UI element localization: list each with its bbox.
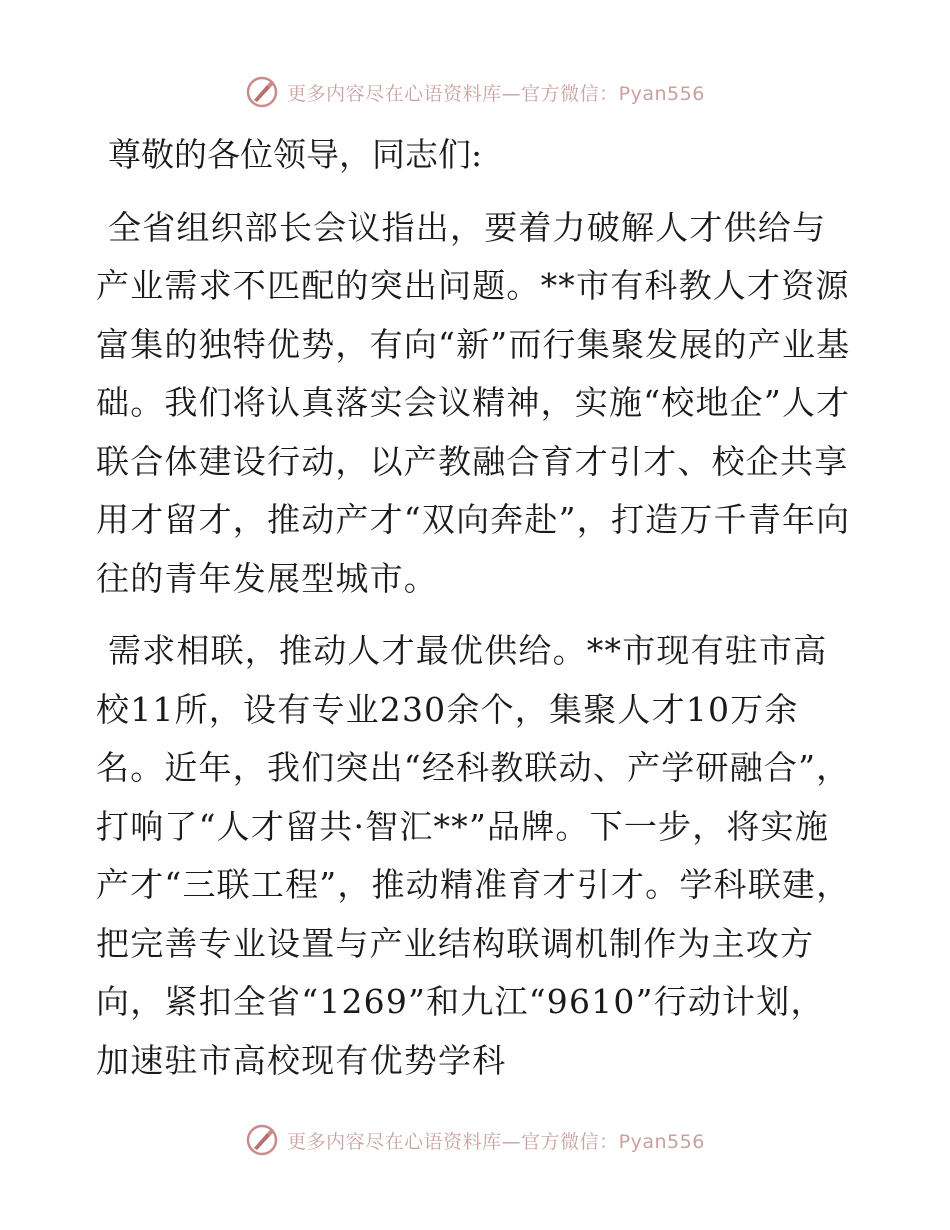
footer-watermark [0, 1120, 950, 1160]
pen-circle-logo-icon [245, 1123, 279, 1157]
pen-circle-logo-icon [245, 75, 279, 109]
greeting: 尊敬的各位领导，同志们: [108, 135, 483, 174]
header-watermark [0, 72, 950, 112]
paragraph-1: 全省组织部长会议指出，要着力破解人才供给与产业需求不匹配的突出问题。**市有科教人才资源富集的独特优势，有向“新”而行集聚发展的产业基础。我们将认真落实会议精神，实施“校地企”人才联合体建设行动，以产教融合育才引才、校企共享用才留才，推动产才“双向奔赴”，打造万千青年向往的青年发展型城市。 [96, 207, 851, 598]
header-watermark-text: 更多内容尽在心语资料库—官方微信：Pyan556 [287, 82, 705, 105]
paragraph-2: 需求相联，推动人才最优供给。**市现有驻市高校11所，设有专业230余个，集聚人才10万余名。近年，我们突出“经科教联动、产学研融合”，打响了“人才留共·智汇**”品牌。下一步，将实施产才“三联工程”，推动精准育才引才。学科联建，把完善专业设置与产业结构联调机制作为主攻方向，紧扣全省“1269”和九江“9610”行动计划，加速驻市高校现有优势学科 [96, 631, 851, 1080]
document-body [96, 126, 856, 1104]
footer-watermark-text: 更多内容尽在心语资料库—官方微信：Pyan556 [287, 1130, 705, 1153]
